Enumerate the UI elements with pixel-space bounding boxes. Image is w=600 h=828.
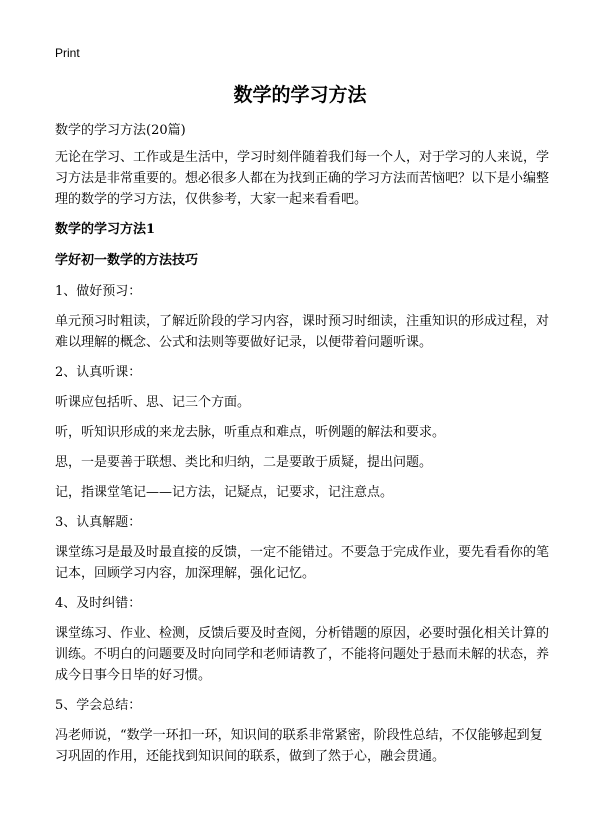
document-body (55, 120, 550, 776)
section-heading: 数学的学习方法1 (55, 222, 156, 237)
item-paragraph: 课堂练习、作业、检测，反馈后要及时查阅，分析错题的原因，必要时强化相关计算的训练。不明白的问题要及时向同学和老师请教了，不能将问题处于悬而未解的状态，养成今日事今日毕的好习惯。 (55, 626, 550, 683)
item-paragraph: 记，指课堂笔记——记方法，记疑点，记要求，记注意点。 (55, 485, 394, 500)
item-paragraph: 听课应包括听、思、记三个方面。 (55, 395, 251, 410)
item-paragraph: 听，听知识形成的来龙去脉，听重点和难点，听例题的解法和要求。 (55, 425, 446, 440)
item-heading: 5、学会总结： (55, 698, 142, 713)
item-paragraph: 冯老师说，“数学一环扣一环，知识间的联系非常紧密，阶段性总结，不仅能够起到复习巩固的作用，还能找到知识间的联系，做到了然于心，融会贯通。 (55, 728, 543, 764)
item-paragraph: 课堂练习是最及时最直接的反馈，一定不能错过。不要急于完成作业，要先看看你的笔记本，回顾学习内容，加深理解，强化记忆。 (55, 545, 550, 581)
item-paragraph: 思，一是要善于联想、类比和归纳，二是要敢于质疑，提出问题。 (55, 455, 433, 470)
print-link[interactable]: Print (55, 46, 80, 60)
section-subheading: 学好初一数学的方法技巧 (55, 253, 199, 268)
item-paragraph: 单元预习时粗读，了解近阶段的学习内容，课时预习时细读，注重知识的形成过程，对难以理解的概念、公式和法则等要做好记录，以便带着问题听课。 (55, 314, 550, 350)
document-subtitle: 数学的学习方法(20篇) (55, 123, 186, 138)
intro-paragraph: 无论在学习、工作或是生活中，学习时刻伴随着我们每一个人，对于学习的人来说，学习方法是非常重要的。想必很多人都在为找到正确的学习方法而苦恼吧？以下是小编整理的数学的学习方法，仅供参考，大家一起来看看吧。 (55, 150, 550, 207)
item-heading: 3、认真解题： (55, 515, 142, 530)
item-heading: 4、及时纠错： (55, 596, 142, 611)
page-title: 数学的学习方法 (233, 84, 367, 106)
item-heading: 2、认真听课： (55, 365, 142, 380)
item-heading: 1、做好预习： (55, 284, 142, 299)
